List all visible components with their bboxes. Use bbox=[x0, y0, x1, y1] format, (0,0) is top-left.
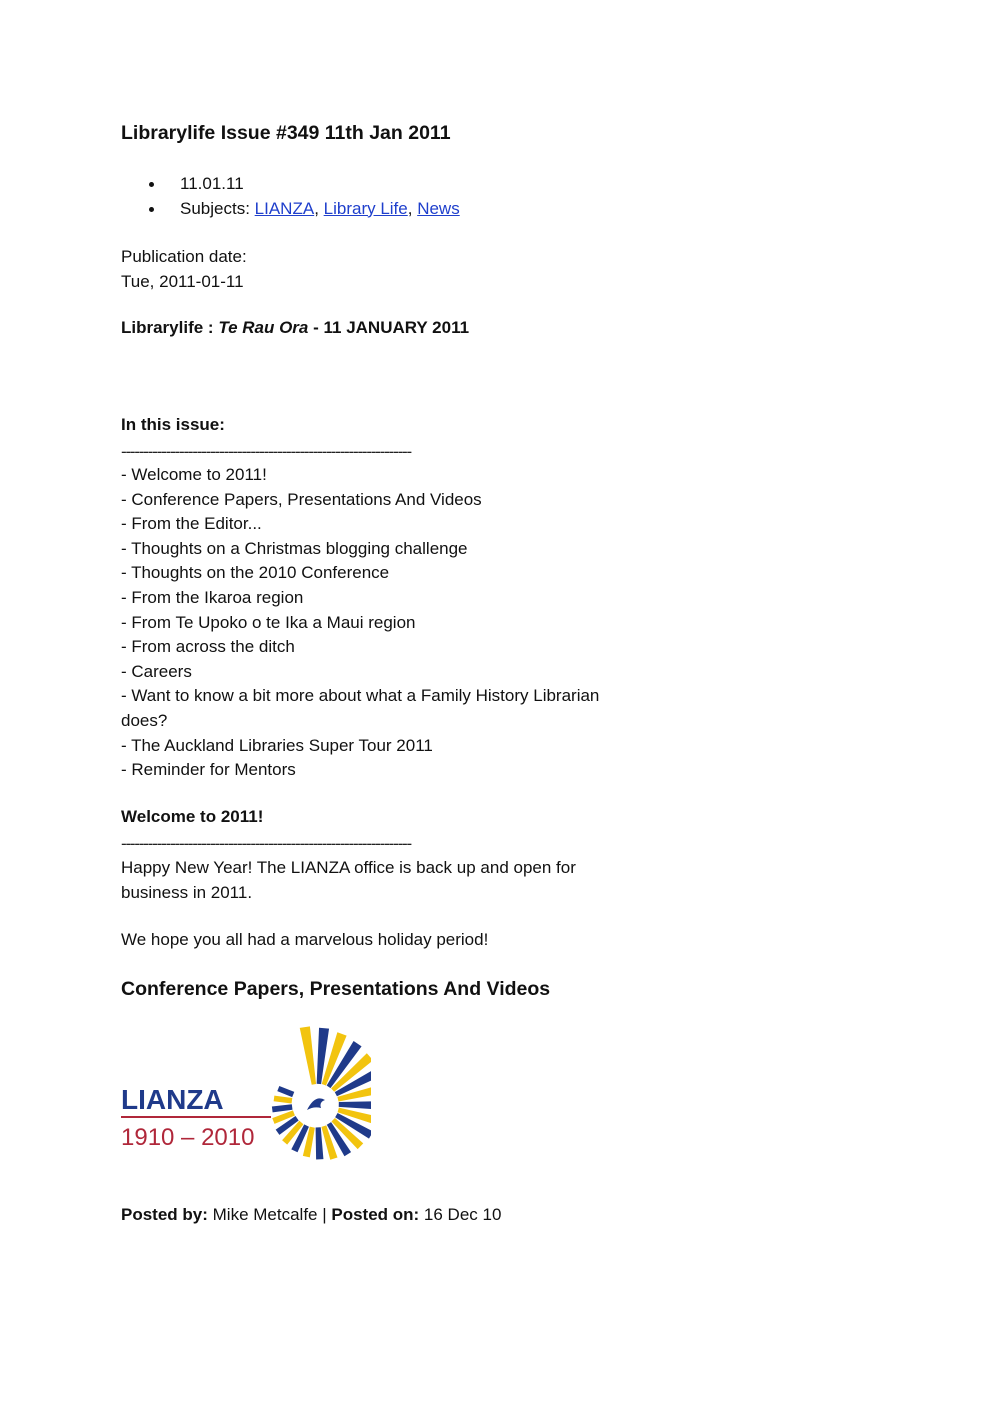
welcome-paragraph-2: We hope you all had a marvelous holiday period! bbox=[121, 930, 489, 949]
spiral-ray bbox=[277, 1086, 294, 1097]
spiral-ray bbox=[272, 1104, 293, 1112]
dashed-divider: ----------------------------------------------------------------- bbox=[121, 834, 411, 853]
spiral-emblem bbox=[272, 1026, 371, 1159]
logo-word: LIANZA bbox=[121, 1084, 224, 1115]
logo-years: 1910 – 2010 bbox=[121, 1124, 255, 1151]
list-item: - The Auckland Libraries Super Tour 2011 bbox=[121, 735, 433, 755]
list-item: - From across the ditch bbox=[121, 637, 295, 657]
subject-link-news[interactable]: News bbox=[417, 198, 460, 218]
subject-separator: , bbox=[407, 198, 418, 218]
dashed-divider: ----------------------------------------------------------------- bbox=[121, 442, 411, 461]
welcome-heading: Welcome to 2011! bbox=[121, 807, 264, 826]
list-item: - From the Ikaroa region bbox=[121, 587, 304, 607]
subject-link-lianza[interactable]: LIANZA bbox=[254, 198, 315, 218]
posted-on-label: Posted on: bbox=[331, 1205, 420, 1224]
welcome-line: business in 2011. bbox=[121, 882, 253, 902]
welcome-paragraph bbox=[121, 856, 576, 905]
list-item: - Welcome to 2011! bbox=[121, 465, 267, 484]
lianza-logo bbox=[121, 1022, 371, 1180]
list-item: does? bbox=[121, 710, 168, 730]
issue-contents-list bbox=[121, 463, 599, 783]
list-item: - Reminder for Mentors bbox=[121, 760, 296, 780]
list-item: - Want to know a bit more about what a Family History Librarian bbox=[121, 686, 600, 706]
list-item: - Thoughts on a Christmas blogging challenge bbox=[121, 538, 468, 558]
list-item: - Careers bbox=[121, 661, 192, 681]
posted-date: 16 Dec 10 bbox=[419, 1205, 502, 1224]
post-byline bbox=[121, 1205, 501, 1225]
subject-link-library-life[interactable]: Library Life bbox=[323, 198, 408, 218]
author-name: Mike Metcalfe bbox=[207, 1205, 323, 1224]
subject-separator: , bbox=[314, 198, 324, 218]
meta-date: 11.01.11 bbox=[149, 172, 460, 197]
list-item: - Conference Papers, Presentations And Videos bbox=[121, 489, 482, 509]
headline-prefix: Librarylife : bbox=[121, 318, 219, 337]
subjects-label: Subjects: bbox=[180, 198, 255, 218]
logo-rule bbox=[121, 1116, 271, 1118]
spiral-ray bbox=[316, 1127, 324, 1159]
spiral-ray bbox=[274, 1096, 293, 1104]
publication-date bbox=[121, 245, 247, 294]
list-item: - Thoughts on the 2010 Conference bbox=[121, 563, 390, 583]
in-this-issue-heading: In this issue: bbox=[121, 415, 225, 434]
spiral-ray bbox=[339, 1101, 371, 1110]
list-item: - From Te Upoko o te Ika a Maui region bbox=[121, 612, 416, 632]
posted-by-label: Posted by: bbox=[121, 1205, 208, 1224]
byline-divider: | bbox=[322, 1205, 332, 1224]
headline-date: - 11 JANUARY 2011 bbox=[308, 318, 470, 337]
spiral-ray bbox=[300, 1026, 316, 1084]
conference-heading: Conference Papers, Presentations And Videos bbox=[121, 978, 551, 1000]
publication-date-label: Publication date: bbox=[121, 247, 247, 266]
meta-subjects bbox=[149, 197, 460, 222]
article-meta-list bbox=[149, 172, 460, 221]
headline-maori-title: Te Rau Ora bbox=[218, 318, 309, 337]
list-item: - From the Editor... bbox=[121, 514, 262, 534]
article-title: Librarylife Issue #349 11th Jan 2011 bbox=[121, 122, 451, 144]
issue-headline bbox=[121, 318, 469, 338]
welcome-line: Happy New Year! The LIANZA office is back up and open for bbox=[121, 858, 576, 877]
publication-date-value: Tue, 2011-01-11 bbox=[121, 271, 244, 291]
